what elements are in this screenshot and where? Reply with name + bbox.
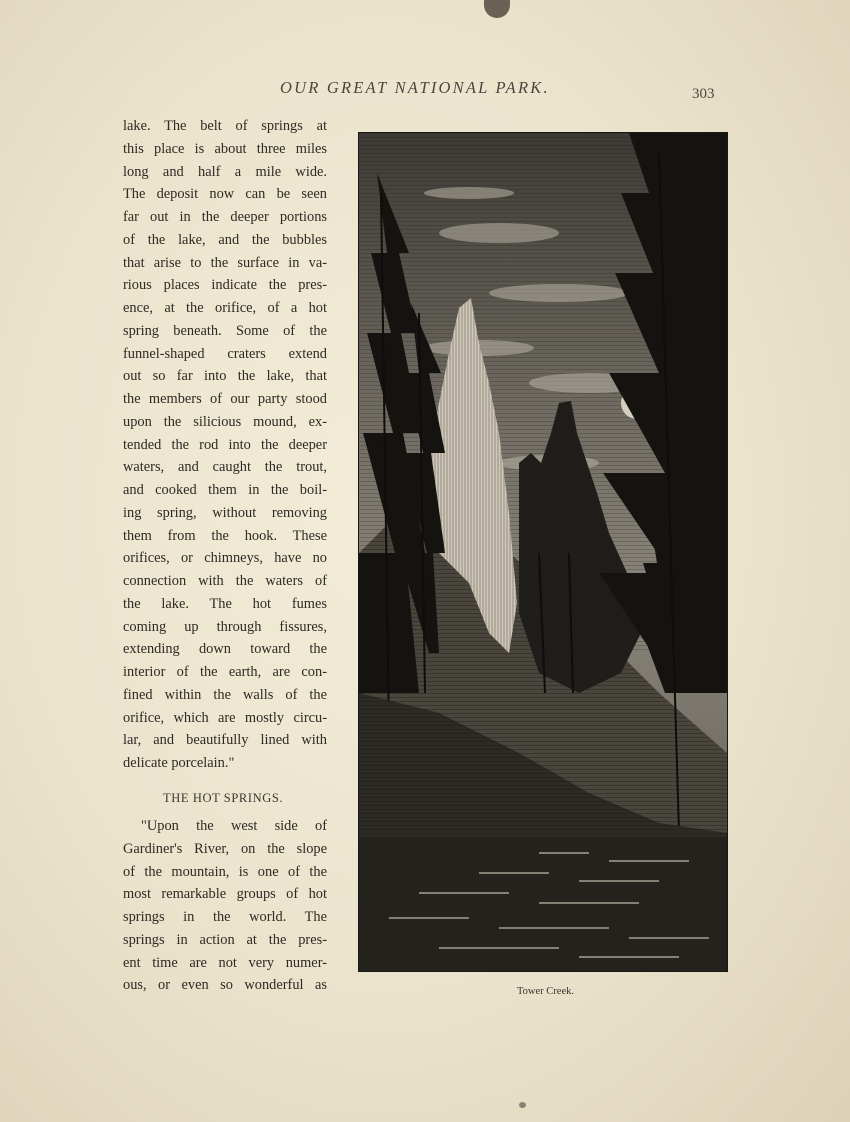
text-line: lake. The belt of springs at (123, 118, 327, 134)
text-line: the lake. The hot fumes (123, 595, 327, 612)
text-line: long and half a mile wide. (123, 163, 327, 180)
section-heading: THE HOT SPRINGS. (163, 791, 284, 805)
text-line: lar, and beautifully lined with (123, 732, 327, 749)
text-line: this place is about three miles (123, 140, 327, 157)
text-line: delicate porcelain." (123, 755, 235, 771)
text-line: The deposit now can be seen (123, 186, 327, 203)
text-line: waters, and caught the trout, (123, 459, 327, 476)
text-line: out so far into the lake, that (123, 368, 327, 385)
text-line: upon the silicious mound, ex- (123, 413, 327, 430)
illustration-caption: Tower Creek. (517, 986, 574, 997)
tower-creek-engraving (358, 132, 728, 972)
text-line: connection with the waters of (123, 573, 327, 589)
text-line: ent time are not very numer- (123, 954, 327, 971)
text-line: and cooked them in the boil- (123, 482, 327, 498)
text-line: of the lake, and the bubbles (123, 231, 327, 248)
text-line: funnel-shaped craters extend (123, 345, 327, 362)
text-line: tended the rod into the deeper (123, 436, 327, 453)
text-line: rious places indicate the pres- (123, 277, 327, 294)
text-line: "Upon the west side of (141, 818, 327, 834)
text-line: fined within the walls of the (123, 686, 327, 703)
body-text-column (123, 115, 327, 775)
text-line: ous, or even so wonderful as (123, 977, 327, 994)
text-line: the members of our party stood (123, 391, 327, 407)
page-number: 303 (692, 86, 715, 102)
text-line: orifices, or chimneys, have no (123, 550, 327, 567)
text-line: springs in the world. The (123, 909, 327, 925)
text-line: Gardiner's River, on the slope (123, 840, 327, 857)
text-line: that arise to the surface in va- (123, 254, 327, 271)
text-line: most remarkable groups of hot (123, 886, 327, 903)
text-line: of the mountain, is one of the (123, 863, 327, 880)
text-line: spring beneath. Some of the (123, 322, 327, 339)
text-line: coming up through fissures, (123, 618, 327, 635)
text-line: springs in action at the pres- (123, 931, 327, 948)
text-line: orifice, which are mostly circu- (123, 709, 327, 726)
binding-hole (484, 0, 510, 18)
text-line: interior of the earth, are con- (123, 664, 327, 680)
text-line: ing spring, without removing (123, 504, 327, 521)
text-line: them from the hook. These (123, 527, 327, 544)
text-line: extending down toward the (123, 641, 327, 658)
text-line: ence, at the orifice, of a hot (123, 300, 327, 316)
paper-speck (519, 1102, 526, 1108)
text-line: far out in the deeper portions (123, 209, 327, 225)
running-head: OUR GREAT NATIONAL PARK. (280, 78, 550, 97)
section-text-column (123, 815, 327, 997)
